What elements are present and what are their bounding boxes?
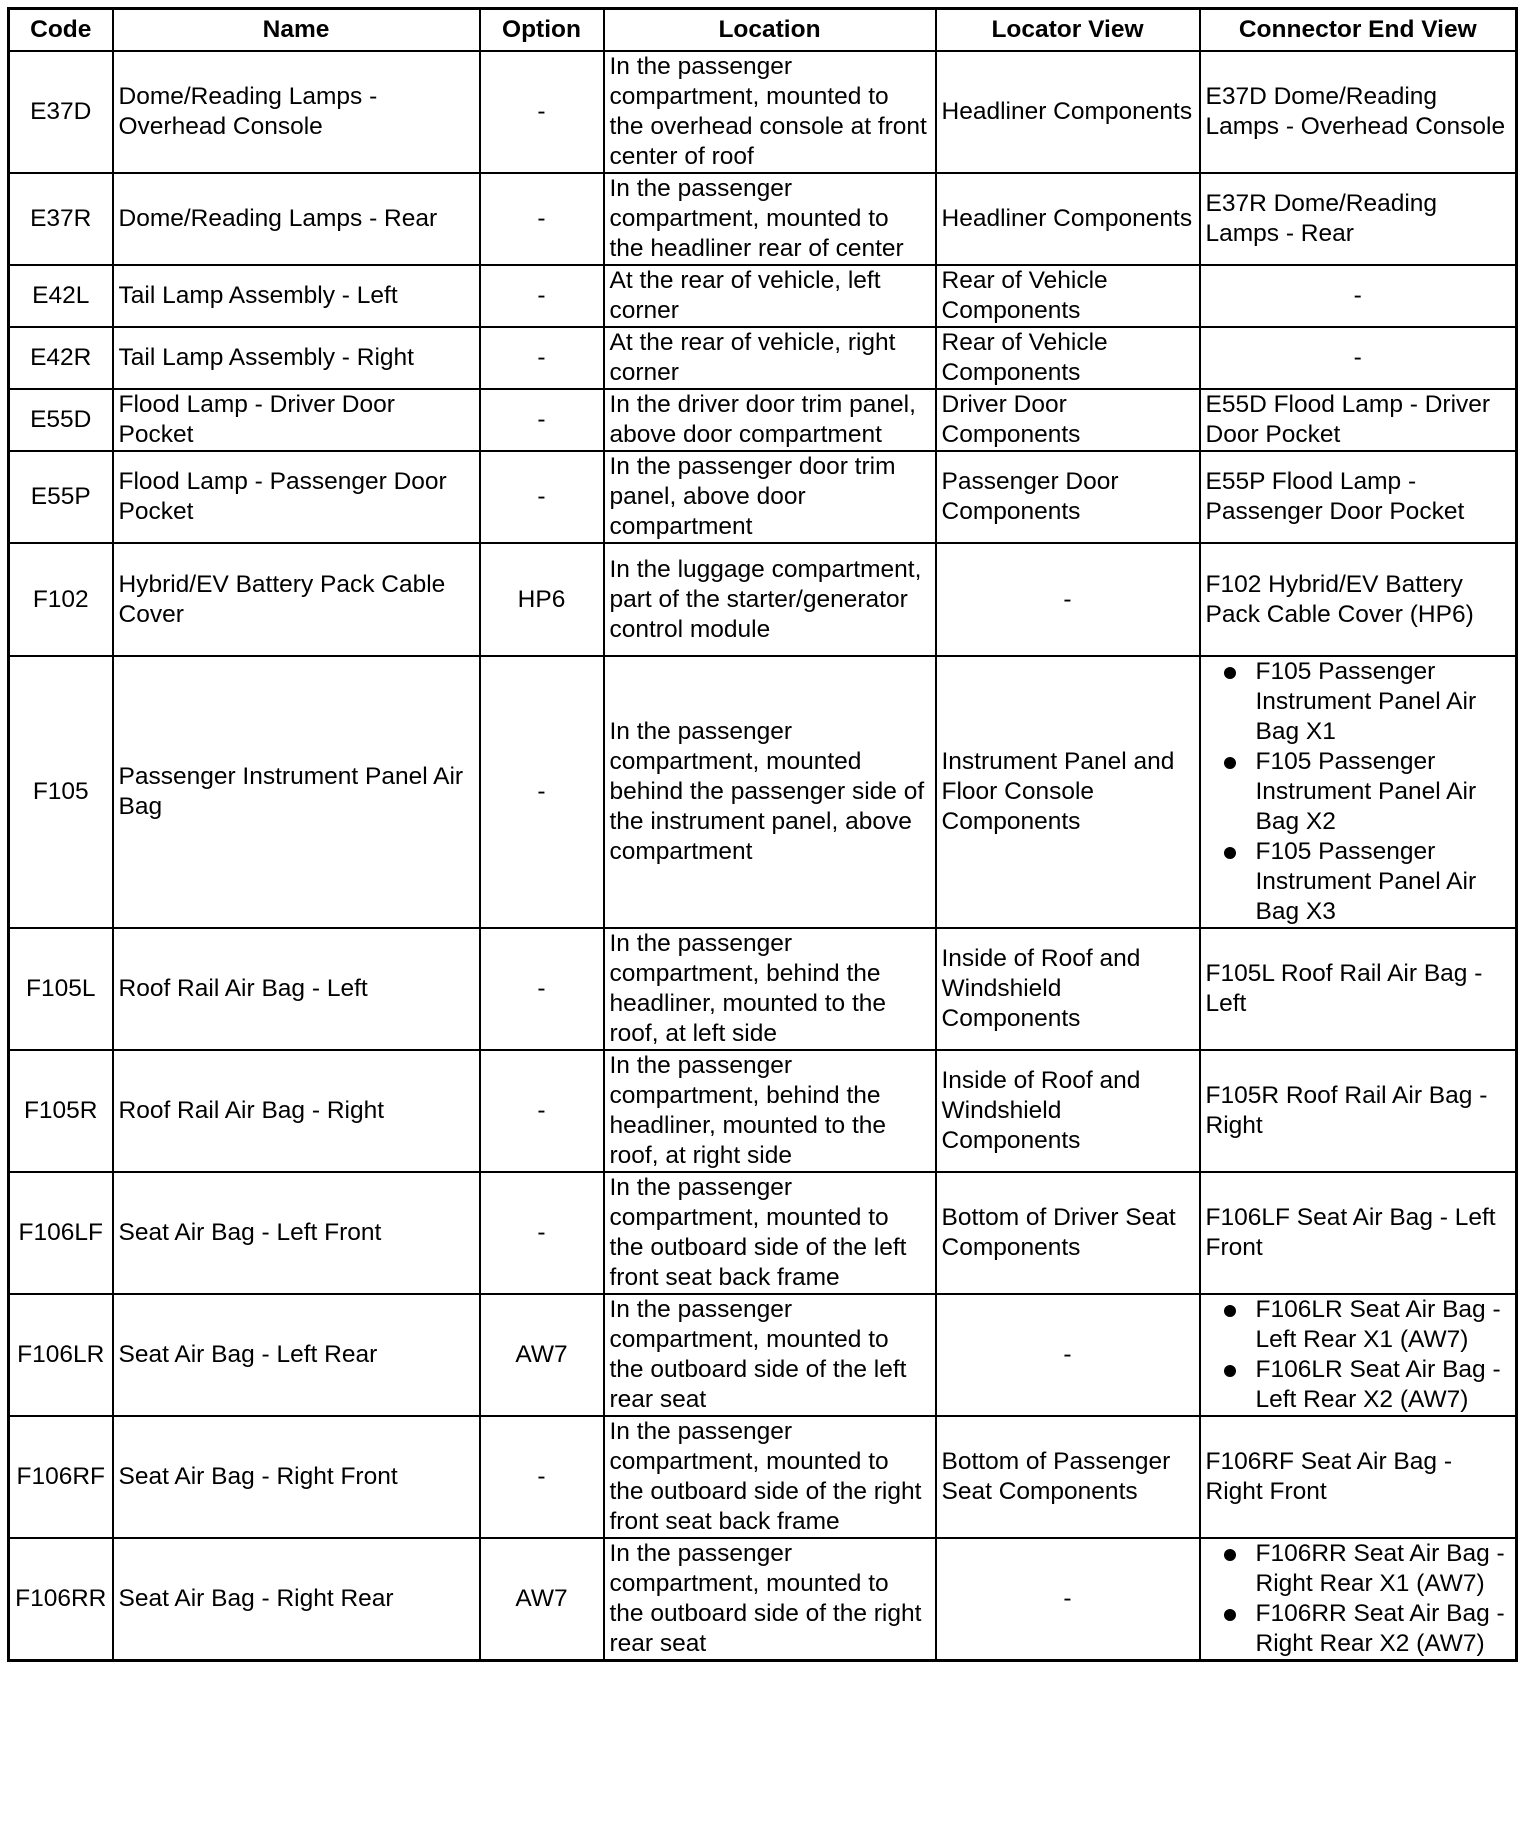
connector-end-view: E55P Flood Lamp - Passenger Door Pocket bbox=[1200, 451, 1517, 543]
locator-view: Bottom of Passenger Seat Components bbox=[936, 1416, 1200, 1538]
component-location: In the passenger compartment, behind the headliner, mounted to the roof, at left side bbox=[604, 928, 936, 1050]
component-locator-table bbox=[7, 7, 1518, 1662]
connector-list-item: F105 Passenger Instrument Panel Air Bag X3 bbox=[1256, 837, 1511, 927]
component-location: In the passenger compartment, mounted to the outboard side of the left rear seat bbox=[604, 1294, 936, 1416]
table-row bbox=[9, 1172, 1517, 1294]
table-row bbox=[9, 656, 1517, 928]
component-name: Tail Lamp Assembly - Left bbox=[113, 265, 480, 327]
component-code: F105R bbox=[9, 1050, 113, 1172]
component-name: Seat Air Bag - Left Rear bbox=[113, 1294, 480, 1416]
component-name: Flood Lamp - Driver Door Pocket bbox=[113, 389, 480, 451]
connector-end-view bbox=[1200, 1294, 1517, 1416]
table-body bbox=[9, 51, 1517, 1661]
component-code: E37D bbox=[9, 51, 113, 173]
connector-end-view bbox=[1200, 656, 1517, 928]
locator-view: Bottom of Driver Seat Components bbox=[936, 1172, 1200, 1294]
table-row bbox=[9, 451, 1517, 543]
header-name: Name bbox=[113, 9, 480, 52]
component-code: E55D bbox=[9, 389, 113, 451]
connector-list-item: F106LR Seat Air Bag - Left Rear X1 (AW7) bbox=[1256, 1295, 1511, 1355]
table-row bbox=[9, 1538, 1517, 1661]
component-name: Dome/Reading Lamps - Rear bbox=[113, 173, 480, 265]
component-name: Passenger Instrument Panel Air Bag bbox=[113, 656, 480, 928]
component-location: In the driver door trim panel, above door compartment bbox=[604, 389, 936, 451]
component-option: - bbox=[480, 451, 604, 543]
component-name: Roof Rail Air Bag - Right bbox=[113, 1050, 480, 1172]
component-option: - bbox=[480, 1416, 604, 1538]
connector-end-view: E37D Dome/Reading Lamps - Overhead Console bbox=[1200, 51, 1517, 173]
component-code: F102 bbox=[9, 543, 113, 656]
component-option: HP6 bbox=[480, 543, 604, 656]
locator-view: Inside of Roof and Windshield Components bbox=[936, 928, 1200, 1050]
table-row bbox=[9, 173, 1517, 265]
component-option: - bbox=[480, 327, 604, 389]
header-location: Location bbox=[604, 9, 936, 52]
table-row bbox=[9, 1416, 1517, 1538]
locator-view: Driver Door Components bbox=[936, 389, 1200, 451]
locator-view: Headliner Components bbox=[936, 173, 1200, 265]
locator-view: Headliner Components bbox=[936, 51, 1200, 173]
component-option: - bbox=[480, 389, 604, 451]
component-location: At the rear of vehicle, right corner bbox=[604, 327, 936, 389]
connector-end-view: F106LF Seat Air Bag - Left Front bbox=[1200, 1172, 1517, 1294]
component-code: F106RR bbox=[9, 1538, 113, 1661]
component-name: Tail Lamp Assembly - Right bbox=[113, 327, 480, 389]
header-code: Code bbox=[9, 9, 113, 52]
table-row bbox=[9, 928, 1517, 1050]
component-location: In the passenger compartment, mounted behind the passenger side of the instrument panel, above compartment bbox=[604, 656, 936, 928]
table-row bbox=[9, 1050, 1517, 1172]
component-location: In the passenger compartment, mounted to the overhead console at front center of roof bbox=[604, 51, 936, 173]
component-option: - bbox=[480, 265, 604, 327]
table-row bbox=[9, 1294, 1517, 1416]
locator-view: - bbox=[936, 1294, 1200, 1416]
component-code: F105 bbox=[9, 656, 113, 928]
connector-end-view: E55D Flood Lamp - Driver Door Pocket bbox=[1200, 389, 1517, 451]
component-code: E42L bbox=[9, 265, 113, 327]
component-option: - bbox=[480, 1172, 604, 1294]
connector-end-view bbox=[1200, 1538, 1517, 1661]
locator-view: - bbox=[936, 543, 1200, 656]
component-location: In the luggage compartment, part of the starter/generator control module bbox=[604, 543, 936, 656]
component-code: E37R bbox=[9, 173, 113, 265]
component-option: AW7 bbox=[480, 1538, 604, 1661]
table-row bbox=[9, 265, 1517, 327]
connector-list-item: F106LR Seat Air Bag - Left Rear X2 (AW7) bbox=[1256, 1355, 1511, 1415]
component-code: F106RF bbox=[9, 1416, 113, 1538]
component-name: Roof Rail Air Bag - Left bbox=[113, 928, 480, 1050]
connector-end-view: F105R Roof Rail Air Bag - Right bbox=[1200, 1050, 1517, 1172]
document-page bbox=[7, 7, 1515, 1662]
locator-view: Inside of Roof and Windshield Components bbox=[936, 1050, 1200, 1172]
component-name: Seat Air Bag - Left Front bbox=[113, 1172, 480, 1294]
header-locator-view: Locator View bbox=[936, 9, 1200, 52]
connector-end-view: F105L Roof Rail Air Bag - Left bbox=[1200, 928, 1517, 1050]
connector-list bbox=[1206, 657, 1511, 927]
component-location: In the passenger door trim panel, above door compartment bbox=[604, 451, 936, 543]
connector-end-view: F106RF Seat Air Bag - Right Front bbox=[1200, 1416, 1517, 1538]
locator-view: Rear of Vehicle Components bbox=[936, 327, 1200, 389]
connector-end-view: - bbox=[1200, 265, 1517, 327]
component-location: In the passenger compartment, mounted to the outboard side of the left front seat back frame bbox=[604, 1172, 936, 1294]
table-header bbox=[9, 9, 1517, 52]
component-option: - bbox=[480, 51, 604, 173]
connector-list-item: F106RR Seat Air Bag - Right Rear X1 (AW7) bbox=[1256, 1539, 1511, 1599]
component-option: - bbox=[480, 928, 604, 1050]
connector-end-view: - bbox=[1200, 327, 1517, 389]
component-location: In the passenger compartment, mounted to the headliner rear of center bbox=[604, 173, 936, 265]
table-row bbox=[9, 543, 1517, 656]
connector-list-item: F105 Passenger Instrument Panel Air Bag X1 bbox=[1256, 657, 1511, 747]
component-option: - bbox=[480, 656, 604, 928]
header-connector-end-view: Connector End View bbox=[1200, 9, 1517, 52]
component-name: Seat Air Bag - Right Front bbox=[113, 1416, 480, 1538]
table-row bbox=[9, 51, 1517, 173]
header-option: Option bbox=[480, 9, 604, 52]
component-location: In the passenger compartment, mounted to the outboard side of the right front seat back frame bbox=[604, 1416, 936, 1538]
component-name: Flood Lamp - Passenger Door Pocket bbox=[113, 451, 480, 543]
component-code: E55P bbox=[9, 451, 113, 543]
table-row bbox=[9, 327, 1517, 389]
component-code: F106LR bbox=[9, 1294, 113, 1416]
component-option: - bbox=[480, 1050, 604, 1172]
component-location: At the rear of vehicle, left corner bbox=[604, 265, 936, 327]
component-option: - bbox=[480, 173, 604, 265]
connector-list-item: F105 Passenger Instrument Panel Air Bag X2 bbox=[1256, 747, 1511, 837]
component-name: Hybrid/EV Battery Pack Cable Cover bbox=[113, 543, 480, 656]
table-row bbox=[9, 389, 1517, 451]
connector-list-item: F106RR Seat Air Bag - Right Rear X2 (AW7) bbox=[1256, 1599, 1511, 1659]
locator-view: Instrument Panel and Floor Console Components bbox=[936, 656, 1200, 928]
component-code: F106LF bbox=[9, 1172, 113, 1294]
locator-view: Passenger Door Components bbox=[936, 451, 1200, 543]
component-code: E42R bbox=[9, 327, 113, 389]
connector-end-view: F102 Hybrid/EV Battery Pack Cable Cover (HP6) bbox=[1200, 543, 1517, 656]
locator-view: Rear of Vehicle Components bbox=[936, 265, 1200, 327]
component-location: In the passenger compartment, mounted to the outboard side of the right rear seat bbox=[604, 1538, 936, 1661]
component-location: In the passenger compartment, behind the headliner, mounted to the roof, at right side bbox=[604, 1050, 936, 1172]
connector-end-view: E37R Dome/Reading Lamps - Rear bbox=[1200, 173, 1517, 265]
header-row bbox=[9, 9, 1517, 52]
component-name: Dome/Reading Lamps - Overhead Console bbox=[113, 51, 480, 173]
connector-list bbox=[1206, 1295, 1511, 1415]
component-name: Seat Air Bag - Right Rear bbox=[113, 1538, 480, 1661]
connector-list bbox=[1206, 1539, 1511, 1659]
locator-view: - bbox=[936, 1538, 1200, 1661]
component-option: AW7 bbox=[480, 1294, 604, 1416]
component-code: F105L bbox=[9, 928, 113, 1050]
